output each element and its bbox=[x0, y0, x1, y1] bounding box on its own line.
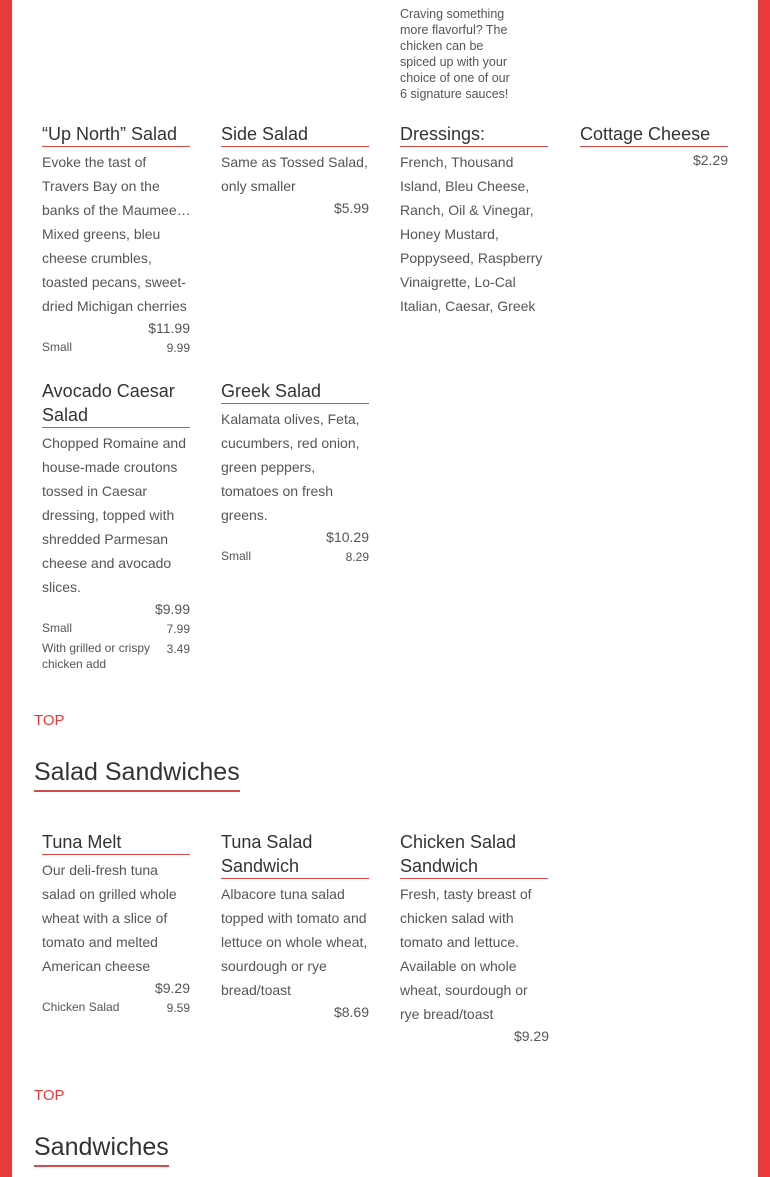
up-north-small-label: Small bbox=[42, 340, 73, 354]
up-north-salad-description: Evoke the tast of Travers Bay on the banks of the Maumee… Mixed greens, bleu cheese crumbles, toasted pecans, sweet-dried Michigan cherries bbox=[42, 154, 191, 314]
tuna-melt-title: Tuna Melt bbox=[42, 830, 190, 855]
avocado-caesar-salad-description: Chopped Romaine and house-made croutons tossed in Caesar dressing, topped with shredded Parmesan cheese and avocado slices. bbox=[42, 435, 186, 595]
greek-salad-small-label: Small bbox=[221, 549, 252, 563]
tuna-melt-description: Our deli-fresh tuna salad on grilled whole wheat with a slice of tomato and melted American cheese bbox=[42, 862, 177, 974]
chicken-salad-sandwich-price: $9.29 bbox=[513, 1028, 549, 1044]
avocado-caesar-chicken-add-label: With grilled or crispy chicken add bbox=[42, 641, 151, 671]
greek-salad-description: Kalamata olives, Feta, cucumbers, red onion, green peppers, tomatoes on fresh greens. bbox=[221, 411, 360, 523]
tuna-melt-chicken-salad-price: 9.59 bbox=[166, 1001, 190, 1015]
dressings-title: Dressings: bbox=[400, 122, 548, 147]
greek-salad-title: Greek Salad bbox=[221, 379, 369, 404]
tuna-salad-sandwich-title: Tuna Salad Sandwich bbox=[221, 830, 369, 879]
side-salad-price: $5.99 bbox=[333, 200, 369, 216]
top-link-2[interactable]: TOP bbox=[34, 1087, 65, 1104]
avocado-caesar-salad-title: Avocado Caesar Salad bbox=[42, 379, 190, 428]
cottage-cheese-title: Cottage Cheese bbox=[580, 122, 728, 147]
up-north-small-price: 9.99 bbox=[166, 341, 190, 355]
dressings-list: French, Thousand Island, Bleu Cheese, Ranch, Oil & Vinegar, Honey Mustard, Poppyseed, Raspberry Vinaigrette, Lo-Cal Italian, Caesar, Greek bbox=[400, 154, 543, 314]
salad-sandwiches-heading: Salad Sandwiches bbox=[34, 756, 240, 792]
avocado-caesar-small-label: Small bbox=[42, 621, 73, 635]
chicken-salad-sandwich-description: Fresh, tasty breast of chicken salad with tomato and lettuce. Available on whole wheat, sourdough or rye bread/toast bbox=[400, 886, 532, 1022]
avocado-caesar-small-price: 7.99 bbox=[166, 622, 190, 636]
top-link[interactable]: TOP bbox=[34, 712, 65, 729]
tuna-salad-sandwich-description: Albacore tuna salad topped with tomato and lettuce on whole wheat, sourdough or rye bread/toast bbox=[221, 886, 368, 998]
sandwiches-heading: Sandwiches bbox=[34, 1131, 169, 1167]
tuna-melt-price: $9.29 bbox=[154, 980, 190, 996]
flavor-note: Craving something more flavorful? The chicken can be spiced up with your choice of one of our 6 signature sauces! bbox=[400, 7, 510, 101]
greek-salad-price: $10.29 bbox=[326, 529, 369, 545]
cottage-cheese-price: $2.29 bbox=[692, 152, 728, 168]
chicken-salad-sandwich-title: Chicken Salad Sandwich bbox=[400, 830, 548, 879]
menu-page bbox=[12, 0, 758, 1177]
tuna-melt-chicken-salad-label: Chicken Salad bbox=[42, 1000, 120, 1014]
tuna-salad-sandwich-price: $8.69 bbox=[333, 1004, 369, 1020]
side-salad-description: Same as Tossed Salad, only smaller bbox=[221, 154, 368, 194]
avocado-caesar-chicken-add-price: 3.49 bbox=[166, 642, 190, 656]
avocado-caesar-salad-price: $9.99 bbox=[154, 601, 190, 617]
up-north-salad-title: “Up North” Salad bbox=[42, 122, 190, 147]
greek-salad-small-price: 8.29 bbox=[345, 550, 369, 564]
up-north-salad-price: $11.99 bbox=[148, 320, 190, 336]
side-salad-title: Side Salad bbox=[221, 122, 369, 147]
